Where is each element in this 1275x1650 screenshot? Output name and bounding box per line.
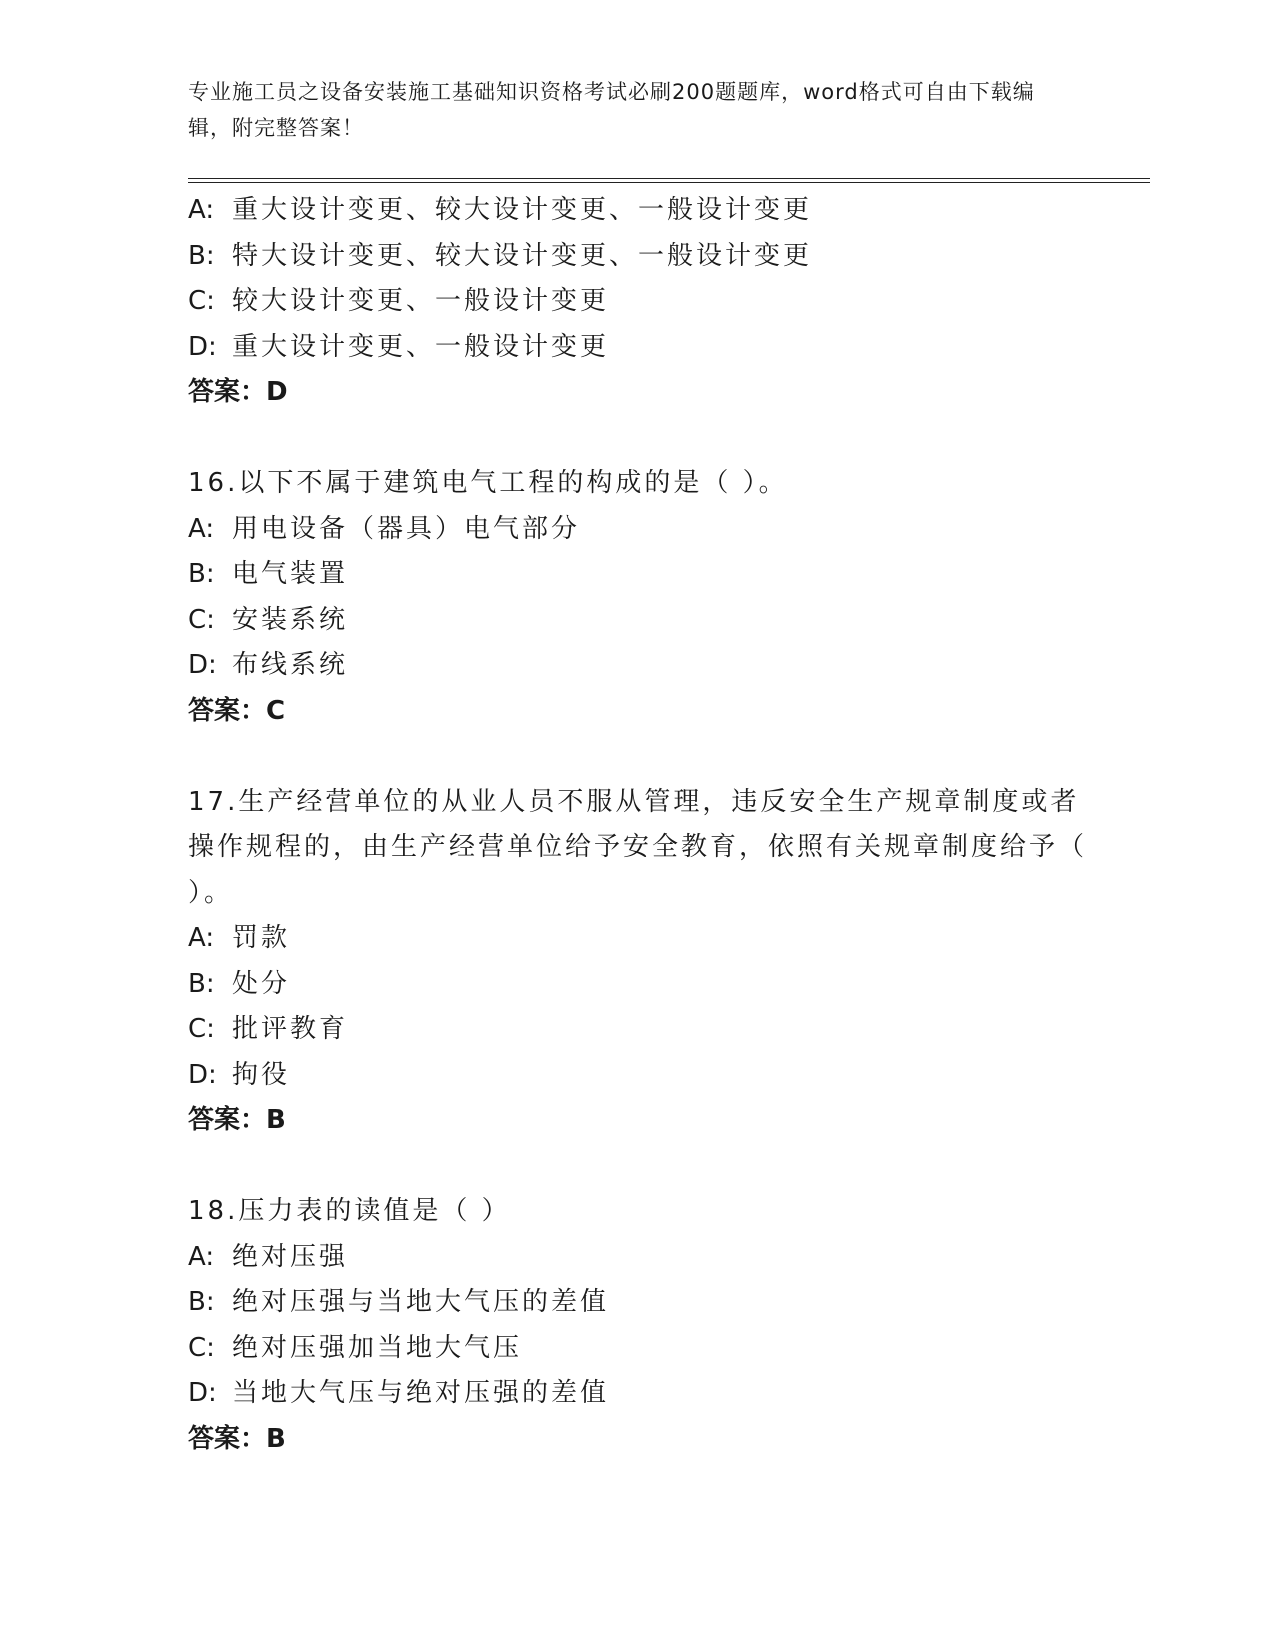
option-text: 特大设计变更、较大设计变更、一般设计变更 [232, 240, 813, 271]
option-b [188, 234, 1088, 280]
answer-line [188, 370, 1088, 416]
option-text: 罚款 [232, 923, 291, 953]
option-a [188, 1235, 1088, 1281]
option-letter: C: [188, 1014, 215, 1044]
option-text: 绝对压强 [232, 1241, 349, 1272]
option-letter: A: [188, 195, 215, 225]
answer-value: D [266, 377, 289, 407]
spacer [188, 416, 1088, 462]
option-text: 拘役 [232, 1059, 291, 1090]
question-list [188, 188, 1088, 1462]
header-divider-thin [188, 182, 1150, 183]
option-a [188, 188, 1088, 234]
option-letter: D: [188, 1378, 217, 1408]
option-d [188, 1053, 1088, 1099]
question-stem: 17.生产经营单位的从业人员不服从管理，违反安全生产规章制度或者操作规程的，由生产经营单位给予安全教育，依照有关规章制度给予（ ）。 [188, 786, 1088, 908]
option-text: 处分 [232, 968, 291, 999]
answer-line [188, 1098, 1088, 1144]
option-d [188, 643, 1088, 689]
document-header: 专业施工员之设备安装施工基础知识资格考试必刷200题题库，word格式可自由下载编辑，附完整答案！ [188, 80, 1035, 140]
option-a [188, 507, 1088, 553]
answer-line [188, 689, 1088, 735]
answer-line [188, 1417, 1088, 1463]
option-letter: D: [188, 1059, 217, 1090]
option-text: 重大设计变更、较大设计变更、一般设计变更 [232, 195, 813, 225]
option-letter: C: [188, 604, 215, 635]
option-letter: B: [188, 1287, 215, 1317]
answer-label: 答案： [188, 377, 267, 407]
option-text: 绝对压强与当地大气压的差值 [232, 1287, 610, 1317]
option-letter: B: [188, 559, 215, 589]
option-d [188, 325, 1088, 371]
option-letter: A: [188, 1241, 215, 1272]
option-text: 较大设计变更、一般设计变更 [232, 286, 610, 316]
option-text: 批评教育 [232, 1014, 349, 1044]
option-text: 重大设计变更、一般设计变更 [232, 331, 610, 362]
option-a [188, 916, 1088, 962]
spacer [188, 734, 1088, 780]
option-d [188, 1371, 1088, 1417]
question-18 [188, 1189, 1088, 1462]
option-c [188, 279, 1088, 325]
option-text: 布线系统 [232, 650, 349, 680]
option-text: 当地大气压与绝对压强的差值 [232, 1378, 610, 1408]
answer-label: 答案： [188, 695, 267, 726]
answer-label: 答案： [188, 1423, 267, 1454]
option-c [188, 1007, 1088, 1053]
option-letter: D: [188, 331, 217, 362]
option-c [188, 598, 1088, 644]
question-17 [188, 780, 1088, 1144]
answer-value: C [266, 695, 287, 726]
option-b [188, 1280, 1088, 1326]
option-text: 电气装置 [232, 559, 349, 589]
question-stem: 18.压力表的读值是（ ） [188, 1196, 511, 1226]
option-b [188, 552, 1088, 598]
option-text: 用电设备（器具）电气部分 [232, 513, 581, 544]
header-divider-thick [188, 178, 1150, 179]
continued-question [188, 188, 1088, 416]
answer-value: B [266, 1105, 287, 1135]
option-b [188, 962, 1088, 1008]
option-letter: B: [188, 240, 215, 271]
option-letter: C: [188, 1332, 215, 1363]
option-letter: D: [188, 650, 217, 680]
option-letter: A: [188, 923, 215, 953]
option-letter: A: [188, 513, 215, 544]
question-16 [188, 461, 1088, 734]
option-letter: B: [188, 968, 215, 999]
option-text: 绝对压强加当地大气压 [232, 1332, 523, 1363]
spacer [188, 1144, 1088, 1190]
answer-value: B [266, 1423, 287, 1454]
option-text: 安装系统 [232, 604, 349, 635]
option-letter: C: [188, 286, 215, 316]
answer-label: 答案： [188, 1105, 267, 1135]
question-stem: 16.以下不属于建筑电气工程的构成的是（ ）。 [188, 468, 788, 498]
option-c [188, 1326, 1088, 1372]
